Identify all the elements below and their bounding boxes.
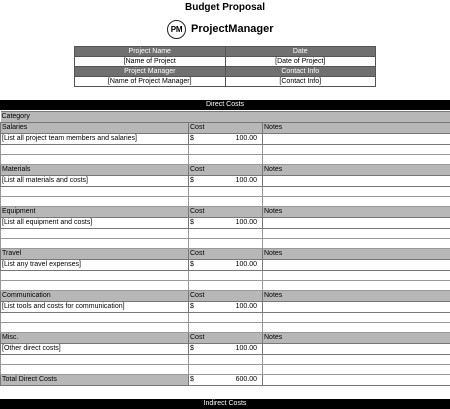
currency-symbol: $ xyxy=(190,177,194,184)
cost-amount: 100.00 xyxy=(235,177,257,184)
cost-cell[interactable] xyxy=(189,281,263,291)
cost-cell[interactable] xyxy=(189,187,263,197)
project-name-cell[interactable]: [Name of Project xyxy=(75,57,226,67)
currency-symbol: $ xyxy=(190,303,194,310)
table-row xyxy=(1,260,450,271)
section-name: Communication xyxy=(1,291,189,302)
table-row xyxy=(1,239,450,249)
notes-label: Notes xyxy=(263,291,450,302)
category-header: Category xyxy=(1,112,450,123)
notes-cell[interactable] xyxy=(263,271,450,281)
item-cell[interactable]: [List all equipment and costs] xyxy=(1,218,189,229)
notes-cell[interactable] xyxy=(263,229,450,239)
item-cell[interactable] xyxy=(1,145,189,155)
table-row xyxy=(1,313,450,323)
notes-label: Notes xyxy=(263,207,450,218)
total-cost-cell[interactable] xyxy=(189,375,263,386)
table-row xyxy=(1,134,450,145)
cost-cell[interactable] xyxy=(189,344,263,355)
cost-cell[interactable] xyxy=(189,302,263,313)
item-cell[interactable]: [Other direct costs] xyxy=(1,344,189,355)
table-row xyxy=(1,155,450,165)
total-row xyxy=(1,375,450,386)
cost-label: Cost xyxy=(189,207,263,218)
notes-cell[interactable] xyxy=(263,155,450,165)
cost-cell[interactable] xyxy=(189,218,263,229)
item-cell[interactable] xyxy=(1,365,189,375)
table-row xyxy=(1,365,450,375)
item-cell[interactable]: [List all project team members and salaries] xyxy=(1,134,189,145)
section-header-row xyxy=(1,249,450,260)
cost-cell[interactable] xyxy=(189,323,263,333)
notes-cell[interactable] xyxy=(263,145,450,155)
notes-cell[interactable] xyxy=(263,197,450,207)
project-manager-cell[interactable]: [Name of Project Manager] xyxy=(75,77,226,87)
cost-cell[interactable] xyxy=(189,134,263,145)
item-cell[interactable]: [List tools and costs for communication] xyxy=(1,302,189,313)
item-cell[interactable] xyxy=(1,239,189,249)
notes-cell[interactable] xyxy=(263,218,450,229)
notes-cell[interactable] xyxy=(263,239,450,249)
item-cell[interactable] xyxy=(1,187,189,197)
notes-label: Notes xyxy=(263,165,450,176)
notes-cell[interactable] xyxy=(263,134,450,145)
table-row xyxy=(1,145,450,155)
notes-cell[interactable] xyxy=(263,313,450,323)
section-header-row xyxy=(1,291,450,302)
currency-symbol: $ xyxy=(190,376,194,383)
page-title: Budget Proposal xyxy=(184,2,265,13)
cost-cell[interactable] xyxy=(189,155,263,165)
item-cell[interactable]: [List any travel expenses] xyxy=(1,260,189,271)
direct-costs-header: Direct Costs xyxy=(0,100,450,110)
notes-cell[interactable] xyxy=(263,187,450,197)
cost-cell[interactable] xyxy=(189,239,263,249)
notes-cell[interactable] xyxy=(263,323,450,333)
table-row xyxy=(1,344,450,355)
item-cell[interactable] xyxy=(1,313,189,323)
notes-cell[interactable] xyxy=(263,176,450,187)
item-cell[interactable] xyxy=(1,197,189,207)
table-row xyxy=(1,218,450,229)
cost-cell[interactable] xyxy=(189,145,263,155)
section-name: Equipment xyxy=(1,207,189,218)
cost-amount: 100.00 xyxy=(235,345,257,352)
section-header-row xyxy=(1,333,450,344)
indirect-costs-header: Indirect Costs xyxy=(0,399,450,409)
notes-label: Notes xyxy=(263,123,450,134)
table-row xyxy=(1,229,450,239)
section-name: Travel xyxy=(1,249,189,260)
notes-cell[interactable] xyxy=(263,355,450,365)
cost-label: Cost xyxy=(189,291,263,302)
notes-label: Notes xyxy=(263,249,450,260)
cost-cell[interactable] xyxy=(189,271,263,281)
cost-label: Cost xyxy=(189,165,263,176)
notes-cell[interactable] xyxy=(263,260,450,271)
notes-cell[interactable] xyxy=(263,302,450,313)
item-cell[interactable] xyxy=(1,323,189,333)
project-info-table xyxy=(74,46,376,87)
section-name: Misc. xyxy=(1,333,189,344)
cost-amount: 100.00 xyxy=(235,135,257,142)
contact-info-cell[interactable]: [Contact Info] xyxy=(225,77,376,87)
cost-cell[interactable] xyxy=(189,197,263,207)
project-manager-logo xyxy=(167,18,274,40)
table-row xyxy=(1,355,450,365)
currency-symbol: $ xyxy=(190,261,194,268)
cost-cell[interactable] xyxy=(189,355,263,365)
cost-cell[interactable] xyxy=(189,313,263,323)
cost-cell[interactable] xyxy=(189,176,263,187)
item-cell[interactable]: [List all materials and costs] xyxy=(1,176,189,187)
notes-label: Notes xyxy=(263,333,450,344)
total-amount: 600.00 xyxy=(235,376,257,383)
item-cell[interactable] xyxy=(1,355,189,365)
date-label: Date xyxy=(225,47,376,57)
currency-symbol: $ xyxy=(190,219,194,226)
table-row xyxy=(1,271,450,281)
notes-cell[interactable] xyxy=(263,365,450,375)
project-name-label: Project Name xyxy=(75,47,226,57)
direct-costs-table xyxy=(0,111,450,386)
item-cell[interactable] xyxy=(1,271,189,281)
contact-info-label: Contact Info xyxy=(225,67,376,77)
table-row xyxy=(1,323,450,333)
cost-label: Cost xyxy=(189,123,263,134)
table-row xyxy=(1,281,450,291)
section-header-row xyxy=(1,207,450,218)
item-cell[interactable] xyxy=(1,281,189,291)
cost-amount: 100.00 xyxy=(235,219,257,226)
table-row xyxy=(1,302,450,313)
cost-cell[interactable] xyxy=(189,260,263,271)
logo-text: ProjectManager xyxy=(191,23,274,35)
cost-cell[interactable] xyxy=(189,365,263,375)
item-cell[interactable] xyxy=(1,155,189,165)
total-label: Total Direct Costs xyxy=(1,375,189,386)
cost-label: Cost xyxy=(189,249,263,260)
item-cell[interactable] xyxy=(1,229,189,239)
currency-symbol: $ xyxy=(190,345,194,352)
cost-amount: 100.00 xyxy=(235,303,257,310)
pm-logo-icon: PM xyxy=(167,20,186,39)
date-cell[interactable]: [Date of Project] xyxy=(225,57,376,67)
cost-amount: 100.00 xyxy=(235,261,257,268)
section-header-row xyxy=(1,165,450,176)
total-notes-cell[interactable] xyxy=(263,375,450,386)
table-row xyxy=(1,176,450,187)
cost-label: Cost xyxy=(189,333,263,344)
section-name: Salaries xyxy=(1,123,189,134)
cost-cell[interactable] xyxy=(189,229,263,239)
notes-cell[interactable] xyxy=(263,344,450,355)
table-row xyxy=(1,187,450,197)
notes-cell[interactable] xyxy=(263,281,450,291)
section-header-row xyxy=(1,123,450,134)
table-row xyxy=(1,197,450,207)
project-manager-label: Project Manager xyxy=(75,67,226,77)
currency-symbol: $ xyxy=(190,135,194,142)
section-name: Materials xyxy=(1,165,189,176)
